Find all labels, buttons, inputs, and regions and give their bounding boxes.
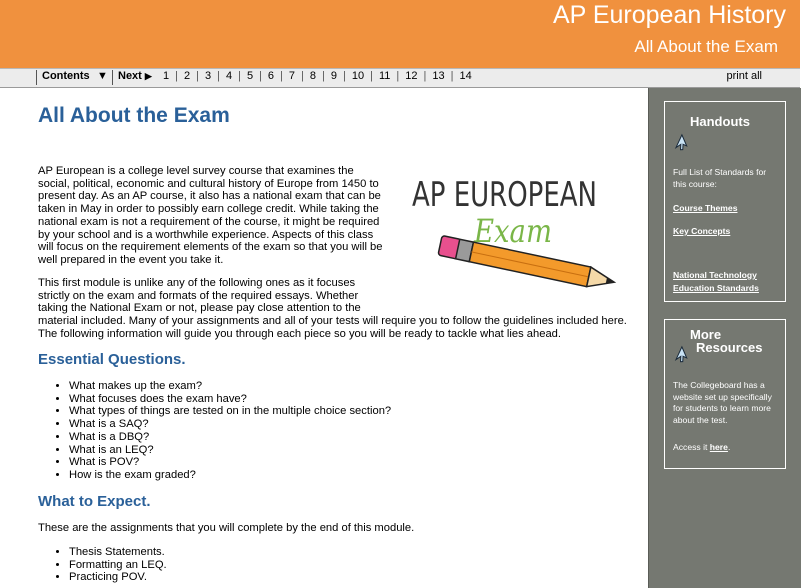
page-link-5[interactable]: 5	[246, 70, 254, 82]
next-page-button[interactable]	[118, 70, 152, 82]
next-label: Next	[118, 70, 142, 82]
list-item: • How is the exam graded?	[69, 469, 391, 482]
page-link-9[interactable]: 9	[330, 70, 337, 82]
more-resources-title-line2: Resources	[696, 340, 763, 355]
module-paragraph-1: This first module is unlike any of the following ones as it focuses strictly on the exam and formats of the required essays. Whether taking the National Exam or not, please pay close attention to the	[38, 277, 361, 315]
handouts-title: Handouts	[690, 114, 750, 129]
more-resources-title-line1: More	[690, 327, 722, 342]
site-subtitle: All About the Exam	[634, 37, 778, 56]
page-title: All About the Exam	[38, 104, 230, 127]
contents-menu-button[interactable]	[42, 70, 108, 82]
list-item: • Formatting an LEQ.	[69, 559, 167, 572]
page-link-7[interactable]: 7	[288, 70, 296, 82]
navigation-bar	[0, 68, 800, 88]
main-content	[0, 88, 648, 588]
more-resources-panel	[664, 319, 786, 469]
chevron-down-icon: ▼	[97, 70, 108, 82]
course-themes-link[interactable]: Course Themes	[673, 203, 738, 213]
page-link-1[interactable]: 1	[163, 70, 170, 82]
list-item: • What is a SAQ?	[69, 418, 391, 431]
access-line	[673, 442, 781, 454]
cursor-arrow-icon	[675, 344, 691, 364]
graphic-exam-text: Exam	[473, 212, 552, 250]
list-item: • What types of things are tested on in the multiple choice section?	[69, 405, 391, 418]
page-link-3[interactable]: 3	[204, 70, 212, 82]
print-all-link[interactable]: print all	[726, 70, 762, 82]
assignments-list	[51, 546, 167, 584]
page-link-2[interactable]: 2	[183, 70, 191, 82]
standards-description: Full List of Standards for this course:	[673, 167, 767, 189]
what-to-expect-intro: These are the assignments that you will complete by the end of this module.	[38, 522, 415, 534]
ap-european-exam-illustration	[404, 168, 628, 286]
page-link-11[interactable]: 11	[378, 70, 391, 82]
page-link-13[interactable]: 13	[432, 70, 445, 82]
page-link-10[interactable]: 10	[351, 70, 365, 82]
page-link-6[interactable]: 6	[267, 70, 275, 82]
list-item: • What is POV?	[69, 456, 391, 469]
play-arrow-icon: ▶	[144, 71, 152, 81]
essential-questions-heading: Essential Questions.	[38, 351, 186, 368]
key-concepts-link[interactable]: Key Concepts	[673, 226, 731, 236]
access-prefix: Access it	[673, 442, 710, 452]
graphic-title-text: AP EUROPEAN	[412, 175, 597, 215]
page-link-12[interactable]: 12	[405, 70, 418, 82]
page-link-4[interactable]: 4	[225, 70, 233, 82]
site-title: AP European History	[553, 1, 786, 29]
what-to-expect-heading: What to Expect.	[38, 493, 151, 510]
page-link-8[interactable]: 8	[309, 70, 317, 82]
collegeboard-description: The Collegeboard has a website set up specifically for students to learn more about the test.	[673, 380, 772, 425]
nav-divider	[36, 70, 37, 85]
module-paragraph-2: material included. Many of your assignments and all of your tests will require you to follow the guidelines included here. The following information will guide you through each piece so you will be ready to tackle what lies ahead.	[38, 315, 627, 340]
nav-divider	[112, 70, 113, 85]
essential-questions-list	[51, 380, 391, 482]
collegeboard-here-link[interactable]: here	[709, 442, 728, 452]
list-item: • Practicing POV.	[69, 571, 167, 584]
list-item: • What is an LEQ?	[69, 444, 391, 457]
sidebar	[648, 88, 801, 588]
site-header	[0, 0, 800, 68]
list-item: • Thesis Statements.	[69, 546, 167, 559]
handouts-panel	[664, 101, 786, 302]
cursor-arrow-icon	[675, 132, 691, 152]
page-number-list: 1 | 2 | 3 | 4 | 5 | 6 | 7 | 8 | 9 | 10 | 11 | 12 | 13 | 14	[163, 70, 472, 82]
contents-label: Contents	[42, 70, 90, 82]
list-item: • What is a DBQ?	[69, 431, 391, 444]
list-item: • What makes up the exam?	[69, 380, 391, 393]
access-suffix: .	[727, 442, 731, 452]
national-technology-standards-link[interactable]: National Technology Education Standards	[673, 270, 759, 293]
intro-paragraph: AP European is a college level survey course that examines the social, political, economic and cultural history of Europe from 1450 to present day. As an AP course, it also has a national exam that can be taken in May in order to possibly earn college credit. While taking the national exam is not a requirement of the course, it might be required by your school and is a worthwhile experience. Aspects of this class will focus on the requirement elements of the exam so that you will be well prepared in the event you take it.	[38, 165, 383, 266]
page-link-14[interactable]: 14	[459, 70, 472, 82]
list-item: • What focuses does the exam have?	[69, 393, 391, 406]
